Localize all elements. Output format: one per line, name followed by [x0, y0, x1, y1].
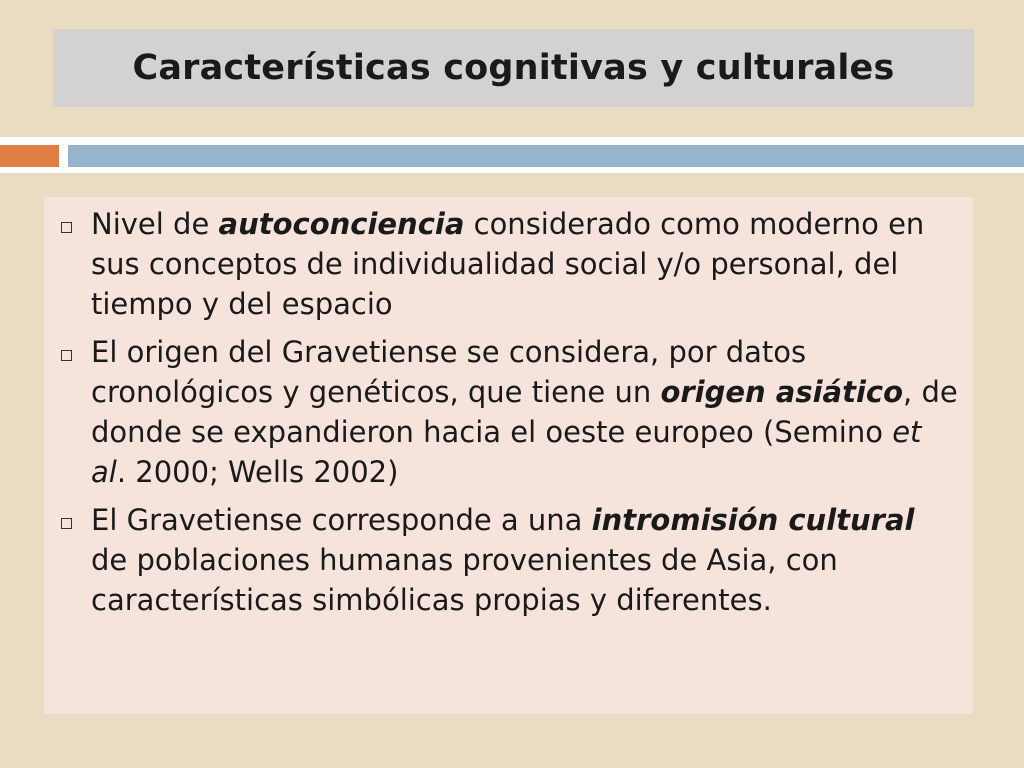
bullet-item-autoconciencia: [44, 204, 973, 324]
bullet-item-origen: [44, 332, 973, 492]
title-box: [53, 29, 974, 107]
bullet-emphasis: intromisión cultural: [591, 503, 915, 537]
bullet-emphasis: autoconciencia: [218, 207, 465, 241]
bullet-text: . 2000; Wells 2002): [116, 455, 399, 489]
bullet-text: El Gravetiense corresponde a una: [91, 503, 592, 537]
bullet-text: considerado como moderno en sus conceptos de individualidad social y/o personal, del tiempo y del espacio: [91, 207, 925, 321]
bullet-emphasis: origen asiático: [660, 375, 904, 409]
bullet-text: El origen del Gravetiense se considera, por datos cronológicos y genéticos, que tiene un: [91, 335, 807, 409]
content-box: [44, 197, 973, 714]
bullet-text: , de donde se expandieron hacia el oeste europeo (Semino: [91, 375, 958, 449]
bullet-text: de poblaciones humanas provenientes de Asia, con características simbólicas propias y diferentes.: [91, 543, 838, 617]
bullet-text: Nivel de: [91, 207, 219, 241]
divider-accent-blue: [68, 145, 1024, 167]
bullet-item-intromision: [44, 500, 973, 620]
divider-accent-orange: [0, 145, 59, 167]
hollow-square-bullet-icon: [61, 350, 72, 361]
hollow-square-bullet-icon: [61, 518, 72, 529]
hollow-square-bullet-icon: [61, 222, 72, 233]
slide-title: Características cognitivas y culturales: [132, 48, 895, 88]
bullet-list: [44, 204, 973, 628]
bullet-italic: et al: [91, 415, 922, 489]
